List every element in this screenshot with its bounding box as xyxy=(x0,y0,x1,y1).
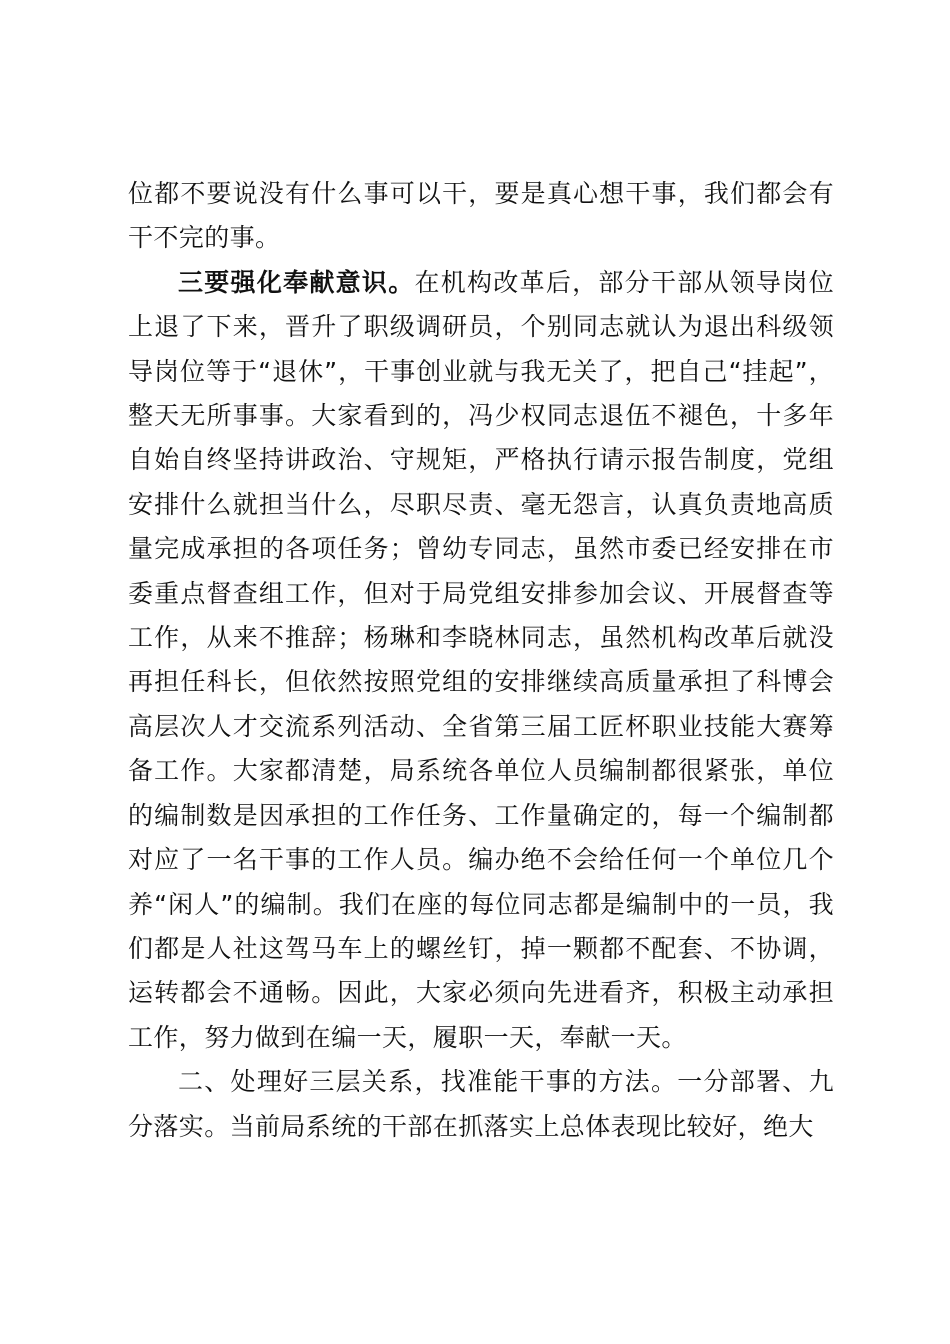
paragraph-text: 在机构改革后，部分干部从领导岗位上退了下来，晋升了职级调研员，个别同志就认为退出科级领导岗位等于“退休”，干事创业就与我无关了，把自己“挂起”，整天无所事事。大家看到的，冯少权同志退伍不褪色，十多年自始自终坚持讲政治、守规矩，严格执行请示报告制度，党组安排什么就担当什么，尽职尽责、毫无怨言，认真负责地高质量完成承担的各项任务；曾幼专同志，虽然市委已经安排在市委重点督查组工作，但对于局党组安排参加会议、开展督查等工作，从来不推辞；杨琳和李晓林同志，虽然机构改革后就没再担任科长，但依然按照党组的安排继续高质量承担了科博会高层次人才交流系列活动、全省第三届工匠杯职业技能大赛筹备工作。大家都清楚，局系统各单位人员编制都很紧张，单位的编制数是因承担的工作任务、工作量确定的，每一个编制都对应了一名干事的工作人员。编办绝不会给任何一个单位几个养“闲人”的编制。我们在座的每位同志都是编制中的一员，我们都是人社这驾马车上的螺丝钉，掉一颗都不配套、不协调，运转都会不通畅。因此，大家必须向先进看齐，积极主动承担工作，努力做到在编一天，履职一天，奉献一天。 xyxy=(128,267,835,1052)
paragraph-section-two xyxy=(128,1060,834,1149)
paragraph-text: 二、处理好三层关系，找准能干事的方法。一分部署、九分落实。当前局系统的干部在抓落实上总体表现比较好，绝大 xyxy=(128,1067,834,1141)
document-body xyxy=(128,172,834,1149)
paragraph-heading: 三要强化奉献意识。 xyxy=(178,267,415,297)
paragraph-text: 位都不要说没有什么事可以干，要是真心想干事，我们都会有干不完的事。 xyxy=(128,179,834,253)
paragraph-continuation xyxy=(128,172,834,261)
paragraph-dedication xyxy=(128,261,834,1060)
